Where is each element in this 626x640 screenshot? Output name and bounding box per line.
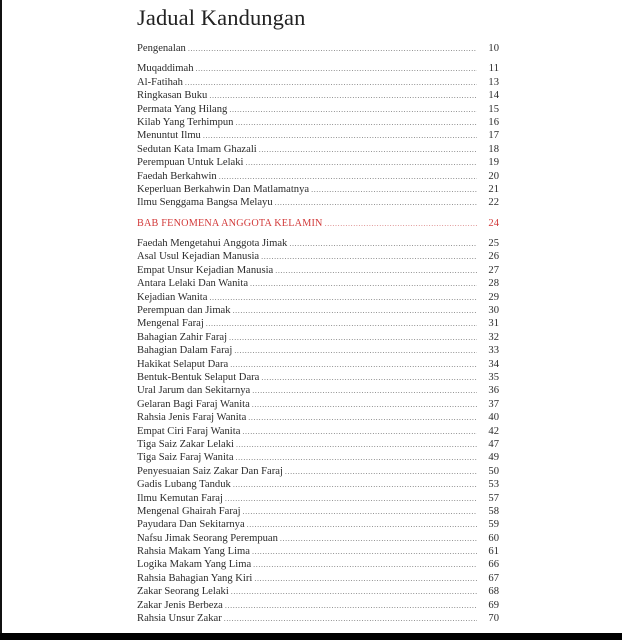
toc-entry-label: Perempuan dan Jimak <box>137 305 231 317</box>
toc-entry-label: Zakar Seorang Lelaki <box>137 586 229 598</box>
toc-entry[interactable] <box>137 103 499 116</box>
toc-entry[interactable] <box>137 518 499 531</box>
toc-entry[interactable] <box>137 532 499 545</box>
spacer <box>137 230 499 237</box>
toc-entry-label: Al-Fatihah <box>137 76 183 88</box>
dot-leader <box>275 196 477 209</box>
toc-entry[interactable] <box>137 264 499 277</box>
toc-entry-page: 35 <box>488 371 499 383</box>
toc-section-2 <box>137 237 499 625</box>
toc-entry-label: Gadis Lubang Tanduk <box>137 479 231 491</box>
toc-entry[interactable] <box>137 156 499 169</box>
toc-entry-label: Bahagian Zahir Faraj <box>137 331 228 343</box>
toc-entry-page: 66 <box>488 559 499 571</box>
toc-entry-label: Kilab Yang Terhimpun <box>137 116 234 128</box>
toc-entry-page: 25 <box>488 238 499 250</box>
toc-entry-page: 36 <box>488 385 499 397</box>
toc-entry-page: 42 <box>488 425 499 437</box>
toc-entry-label: Ringkasan Buku <box>137 90 208 102</box>
dot-leader <box>311 183 477 196</box>
toc-entry-page: 61 <box>488 546 499 558</box>
toc-entry[interactable] <box>137 545 499 558</box>
dot-leader <box>285 465 477 478</box>
dot-leader <box>280 532 477 545</box>
toc-entry-page: 11 <box>488 63 499 75</box>
dot-leader <box>289 237 477 250</box>
toc-entry-label: Pengenalan <box>137 43 186 54</box>
dot-leader <box>253 558 477 571</box>
toc-entry-page: 15 <box>488 103 499 115</box>
dot-leader <box>230 358 477 371</box>
dot-leader <box>243 505 477 518</box>
dot-leader <box>247 518 477 531</box>
toc-entry-page: 26 <box>488 251 499 263</box>
dot-leader <box>234 344 477 357</box>
toc-entry-page: 22 <box>488 197 499 209</box>
dot-leader <box>206 317 477 330</box>
toc-entry-page: 10 <box>488 43 499 54</box>
toc-entry-page: 14 <box>488 90 499 102</box>
toc-entry-page: 17 <box>488 130 499 142</box>
toc-entry-label: Asal Usul Kejadian Manusia <box>137 251 260 263</box>
toc-entry-label: Ilmu Kemutan Faraj <box>137 492 223 504</box>
dot-leader <box>325 217 477 230</box>
toc-entry[interactable] <box>137 62 499 75</box>
dot-leader <box>203 129 477 142</box>
toc-entry-label: Logika Makam Yang Lima <box>137 559 252 571</box>
toc-entry-page: 19 <box>488 157 499 169</box>
toc-entry[interactable] <box>137 170 499 183</box>
dot-leader <box>229 331 477 344</box>
toc-entry-page: 49 <box>488 452 499 464</box>
toc-entry[interactable] <box>137 331 499 344</box>
toc-entry[interactable] <box>137 612 499 625</box>
left-edge-border <box>0 0 2 640</box>
toc-entry-page: 67 <box>488 572 499 584</box>
toc-entry-label: Rahsia Unsur Zakar <box>137 613 222 625</box>
toc-entry-label: Payudara Dan Sekitarnya <box>137 519 245 531</box>
toc-entry[interactable] <box>137 277 499 290</box>
toc-entry[interactable] <box>137 89 499 102</box>
dot-leader <box>235 116 477 129</box>
toc-entry[interactable] <box>137 237 499 250</box>
toc-entry[interactable] <box>137 358 499 371</box>
dot-leader <box>236 451 477 464</box>
toc-entry-page: 16 <box>488 116 499 128</box>
dot-leader <box>209 89 477 102</box>
dot-leader <box>252 398 477 411</box>
toc-entry[interactable] <box>137 304 499 317</box>
toc-entry[interactable] <box>137 196 499 209</box>
toc-entry-label: Faedah Mengetahui Anggota Jimak <box>137 238 288 250</box>
bottom-black-bar <box>0 633 622 640</box>
toc-section-1 <box>137 62 499 209</box>
toc-entry-label: Bentuk-Bentuk Selaput Dara <box>137 371 260 383</box>
toc-entry-page: 34 <box>488 358 499 370</box>
dot-leader <box>209 291 477 304</box>
dot-leader <box>261 371 477 384</box>
toc-entry-label: Rahsia Jenis Faraj Wanita <box>137 412 247 424</box>
toc-entry-page: 69 <box>488 599 499 611</box>
toc-entry[interactable] <box>137 250 499 263</box>
toc-entry-label: Empat Ciri Faraj Wanita <box>137 425 241 437</box>
toc-entry-page: 13 <box>488 76 499 88</box>
dot-leader <box>219 170 477 183</box>
dot-leader <box>250 277 477 290</box>
toc-entry-page: 40 <box>488 412 499 424</box>
toc-entry[interactable] <box>137 572 499 585</box>
toc-entry-page: 53 <box>488 479 499 491</box>
toc-entry[interactable] <box>137 76 499 89</box>
dot-leader <box>188 42 477 55</box>
toc-entry-label: Mengenal Faraj <box>137 318 204 330</box>
toc-entry[interactable] <box>137 505 499 518</box>
table-of-contents <box>137 42 499 625</box>
toc-entry[interactable] <box>137 451 499 464</box>
toc-entry-intro[interactable] <box>137 42 499 55</box>
toc-entry-page: 50 <box>488 465 499 477</box>
toc-entry-label: Rahsia Makam Yang Lima <box>137 546 250 558</box>
toc-entry[interactable] <box>137 129 499 142</box>
dot-leader <box>229 103 477 116</box>
dot-leader <box>252 384 477 397</box>
toc-entry[interactable] <box>137 411 499 424</box>
toc-entry-page: 60 <box>488 532 499 544</box>
toc-entry-label: Keperluan Berkahwin Dan Matlamatnya <box>137 183 310 195</box>
dot-leader <box>259 143 477 156</box>
spacer <box>137 55 499 62</box>
toc-entry-page: 33 <box>488 345 499 357</box>
toc-entry[interactable] <box>137 384 499 397</box>
toc-entry-page: 47 <box>488 438 499 450</box>
chapter-heading-label: BAB FENOMENA ANGGOTA KELAMIN <box>137 217 323 229</box>
toc-entry-label: Nafsu Jimak Seorang Perempuan <box>137 532 278 544</box>
toc-entry-page: 59 <box>488 519 499 531</box>
spacer <box>137 210 499 217</box>
toc-entry-label: Kejadian Wanita <box>137 291 208 303</box>
toc-entry-label: Hakikat Selaput Dara <box>137 358 229 370</box>
toc-entry-page: 68 <box>488 586 499 598</box>
toc-entry-page: 29 <box>488 291 499 303</box>
toc-entry-label: Perempuan Untuk Lelaki <box>137 157 244 169</box>
dot-leader <box>233 304 477 317</box>
dot-leader <box>233 478 477 491</box>
toc-entry[interactable] <box>137 183 499 196</box>
dot-leader <box>246 156 478 169</box>
dot-leader <box>224 612 477 625</box>
dot-leader <box>254 572 477 585</box>
toc-entry-label: Tiga Saiz Zakar Lelaki <box>137 438 234 450</box>
toc-entry-label: Empat Unsur Kejadian Manusia <box>137 264 274 276</box>
toc-entry[interactable] <box>137 425 499 438</box>
dot-leader <box>231 585 477 598</box>
toc-chapter-heading[interactable] <box>137 217 499 230</box>
toc-entry[interactable] <box>137 558 499 571</box>
toc-entry-page: 32 <box>488 331 499 343</box>
dot-leader <box>196 62 478 75</box>
toc-entry-label: Bahagian Dalam Faraj <box>137 345 233 357</box>
toc-entry-page: 31 <box>488 318 499 330</box>
dot-leader <box>236 438 477 451</box>
toc-entry-label: Sedutan Kata Imam Ghazali <box>137 143 257 155</box>
toc-entry-label: Menuntut Ilmu <box>137 130 201 142</box>
dot-leader <box>185 76 477 89</box>
toc-entry-page: 57 <box>488 492 499 504</box>
toc-entry-label: Tiga Saiz Faraj Wanita <box>137 452 234 464</box>
page-title: Jadual Kandungan <box>137 5 306 30</box>
toc-entry[interactable] <box>137 398 499 411</box>
toc-entry[interactable] <box>137 599 499 612</box>
toc-entry-label: Ural Jarum dan Sekitarnya <box>137 385 251 397</box>
toc-entry-label: Gelaran Bagi Faraj Wanita <box>137 398 250 410</box>
toc-entry-page: 28 <box>488 278 499 290</box>
toc-entry[interactable] <box>137 344 499 357</box>
toc-entry-label: Permata Yang Hilang <box>137 103 228 115</box>
dot-leader <box>275 264 477 277</box>
toc-entry[interactable] <box>137 492 499 505</box>
toc-entry-label: Antara Lelaki Dan Wanita <box>137 278 249 290</box>
toc-entry-page: 58 <box>488 505 499 517</box>
chapter-heading-page: 24 <box>488 217 499 229</box>
toc-entry[interactable] <box>137 478 499 491</box>
toc-entry-page: 18 <box>488 143 499 155</box>
toc-entry-page: 30 <box>488 305 499 317</box>
toc-entry-page: 27 <box>488 264 499 276</box>
dot-leader <box>252 545 477 558</box>
toc-entry-label: Mengenal Ghairah Faraj <box>137 505 241 517</box>
dot-leader <box>225 599 477 612</box>
toc-entry[interactable] <box>137 585 499 598</box>
toc-entry-label: Rahsia Bahagian Yang Kiri <box>137 572 253 584</box>
toc-entry[interactable] <box>137 291 499 304</box>
dot-leader <box>225 492 477 505</box>
toc-entry-label: Muqaddimah <box>137 63 194 75</box>
toc-entry[interactable] <box>137 371 499 384</box>
toc-entry[interactable] <box>137 317 499 330</box>
toc-entry-label: Zakar Jenis Berbeza <box>137 599 223 611</box>
toc-entry-label: Faedah Berkahwin <box>137 170 217 182</box>
toc-entry[interactable] <box>137 465 499 478</box>
toc-entry[interactable] <box>137 143 499 156</box>
toc-entry-page: 37 <box>488 398 499 410</box>
toc-entry-page: 20 <box>488 170 499 182</box>
toc-entry-label: Penyesuaian Saiz Zakar Dan Faraj <box>137 465 283 477</box>
dot-leader <box>248 411 477 424</box>
dot-leader <box>261 250 477 263</box>
toc-entry-page: 21 <box>488 183 499 195</box>
toc-entry-label: Ilmu Senggama Bangsa Melayu <box>137 197 273 209</box>
dot-leader <box>242 425 477 438</box>
toc-entry[interactable] <box>137 438 499 451</box>
toc-entry-page: 70 <box>488 613 499 625</box>
toc-entry[interactable] <box>137 116 499 129</box>
